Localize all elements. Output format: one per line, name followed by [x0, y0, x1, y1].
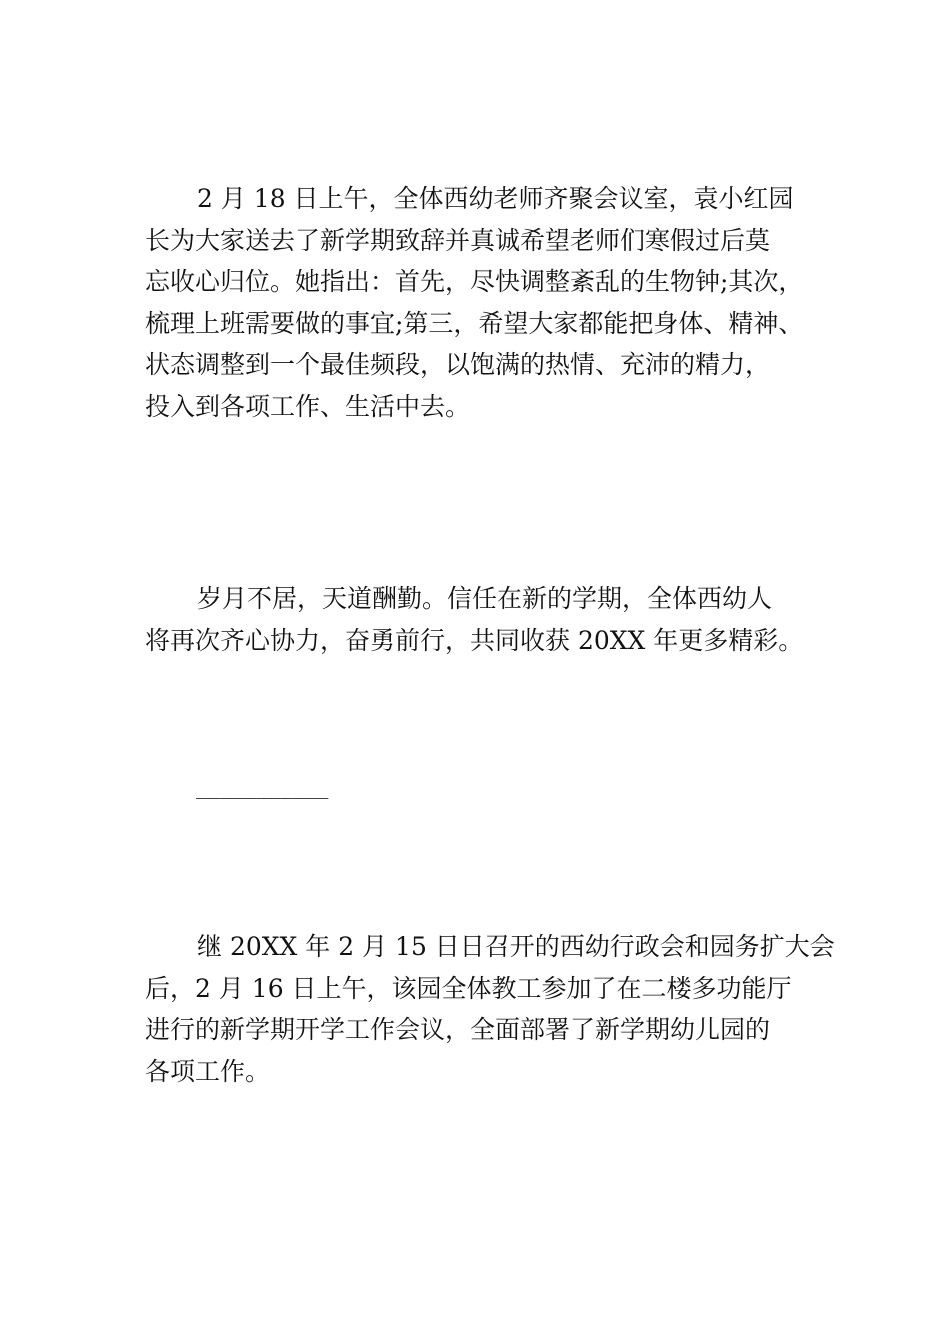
- text-line: 各项工作。: [145, 1056, 271, 1086]
- text-line: 进行的新学期开学工作会议，全面部署了新学期幼儿园的: [145, 1015, 771, 1044]
- text-line: 状态调整到一个最佳频段，以饱满的热情、充沛的精力，: [145, 350, 771, 379]
- text-line: 岁月不居，天道酬勤。信任在新的学期，全体西幼人: [197, 584, 773, 613]
- text-line: 2 月 18 日上午，全体西幼老师齐聚会议室，袁小红园: [197, 184, 794, 213]
- text-line: 梳理上班需要做的事宜;第三，希望大家都能把身体、精神、: [145, 308, 804, 338]
- paragraph-staff-meeting: [145, 926, 835, 1092]
- paragraph-closing-wish: [145, 578, 815, 661]
- text-line: 继 20XX 年 2 月 15 日日召开的西幼行政会和园务扩大会: [197, 932, 835, 961]
- text-line: 将再次齐心协力，奋勇前行，共同收获 20XX 年更多精彩。: [145, 625, 804, 655]
- paragraph-welcome-speech: [145, 178, 815, 427]
- text-line: 投入到各项工作、生活中去。: [145, 391, 471, 421]
- section-separator: ___________: [196, 775, 329, 799]
- text-line: 长为大家送去了新学期致辞并真诚希望老师们寒假过后莫: [145, 225, 771, 255]
- text-line: 忘收心归位。她指出：首先，尽快调整紊乱的生物钟;其次，: [145, 267, 804, 296]
- text-line: 后，2 月 16 日上午，该园全体教工参加了在二楼多功能厅: [145, 973, 792, 1003]
